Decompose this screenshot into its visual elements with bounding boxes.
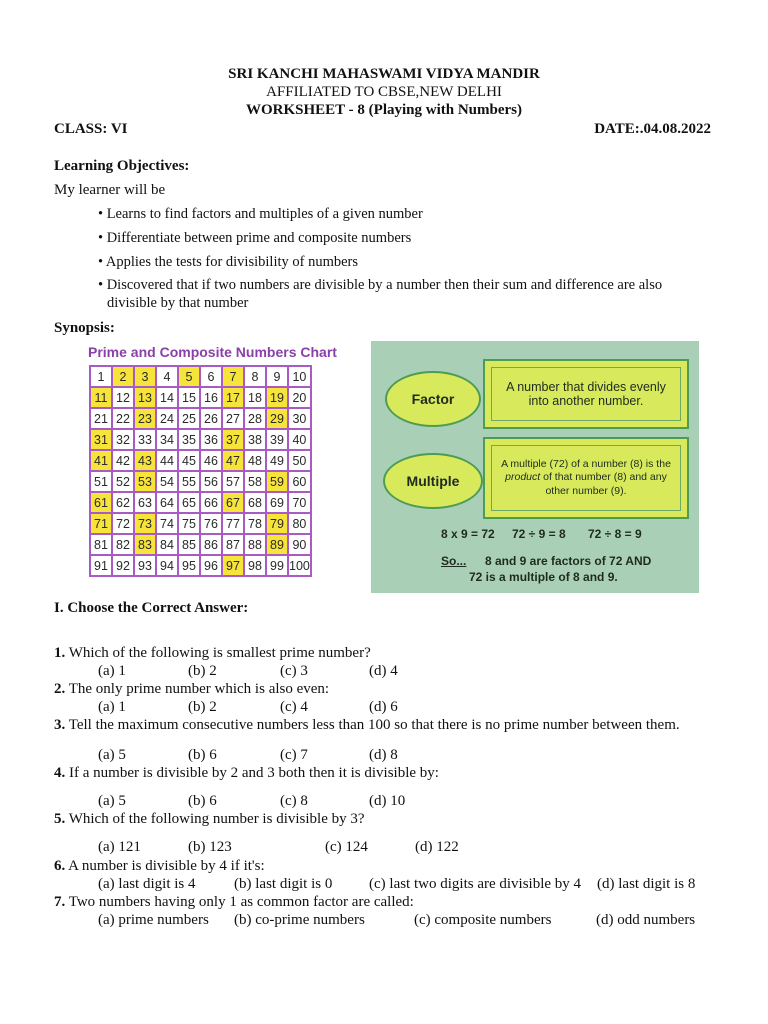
answer-option: (d) last digit is 8 [597, 876, 696, 892]
answer-option: (b) 6 [188, 793, 217, 809]
answer-option: (a) 1 [98, 663, 126, 679]
number-cell: 96 [200, 555, 222, 576]
question-body: Which of the following number is divisible by 3? [65, 811, 365, 827]
number-cell: 100 [288, 555, 311, 576]
number-cell: 40 [288, 429, 311, 450]
number-cell: 6 [200, 366, 222, 387]
factor-definition: A number that divides evenly into another number. [491, 367, 681, 421]
question-text [54, 645, 371, 662]
multiple-def-emphasis: product [505, 471, 541, 484]
prime-cell: 83 [134, 534, 156, 555]
number-cell: 68 [244, 492, 266, 513]
prime-cell: 37 [222, 429, 244, 450]
number-cell: 77 [222, 513, 244, 534]
question-number: 4. [54, 765, 66, 781]
equation-1: 8 x 9 = 72 [441, 527, 495, 541]
multiple-def-part: of that number (8) and any other number (9). [540, 471, 667, 497]
number-cell: 35 [178, 429, 200, 450]
chart-row [90, 408, 311, 429]
number-cell: 48 [244, 450, 266, 471]
number-cell: 70 [288, 492, 311, 513]
chart-title: Prime and Composite Numbers Chart [88, 344, 337, 360]
answer-option: (a) 121 [98, 839, 141, 855]
number-cell: 8 [244, 366, 266, 387]
number-cell: 44 [156, 450, 178, 471]
number-cell: 69 [266, 492, 288, 513]
number-cell: 94 [156, 555, 178, 576]
prime-cell: 2 [112, 366, 134, 387]
so-label: So... [441, 554, 467, 568]
number-cell: 42 [112, 450, 134, 471]
number-cell: 16 [200, 387, 222, 408]
question-number: 2. [54, 681, 66, 697]
question-text [54, 811, 365, 828]
prime-cell: 97 [222, 555, 244, 576]
prime-cell: 19 [266, 387, 288, 408]
answer-option: (a) 1 [98, 699, 126, 715]
factor-multiple-panel [371, 341, 699, 593]
number-cell: 99 [266, 555, 288, 576]
number-cell: 81 [90, 534, 112, 555]
multiple-def-part: A multiple (72) of a number (8) is the [501, 458, 671, 471]
question-number: 6. [54, 858, 66, 874]
number-cell: 28 [244, 408, 266, 429]
number-cell: 9 [266, 366, 288, 387]
prime-cell: 7 [222, 366, 244, 387]
prime-cell: 11 [90, 387, 112, 408]
question-text [54, 717, 680, 734]
number-cell: 84 [156, 534, 178, 555]
number-cell: 51 [90, 471, 112, 492]
section-heading: I. Choose the Correct Answer: [54, 600, 249, 616]
number-cell: 45 [178, 450, 200, 471]
prime-cell: 47 [222, 450, 244, 471]
number-cell: 76 [200, 513, 222, 534]
number-cell: 98 [244, 555, 266, 576]
factor-label: Factor [385, 371, 481, 427]
number-cell: 86 [200, 534, 222, 555]
number-cell: 49 [266, 450, 288, 471]
question-text [54, 765, 439, 782]
equation-2: 72 ÷ 9 = 8 [512, 527, 566, 541]
number-cell: 54 [156, 471, 178, 492]
answer-option: (d) 10 [369, 793, 406, 809]
chart-row [90, 471, 311, 492]
answer-option: (b) last digit is 0 [234, 876, 333, 892]
prime-cell: 61 [90, 492, 112, 513]
number-cell: 46 [200, 450, 222, 471]
answer-option: (c) 7 [280, 747, 308, 763]
prime-cell: 71 [90, 513, 112, 534]
prime-cell: 43 [134, 450, 156, 471]
prime-cell: 31 [90, 429, 112, 450]
question-text [54, 894, 414, 911]
prime-cell: 79 [266, 513, 288, 534]
number-cell: 24 [156, 408, 178, 429]
number-cell: 22 [112, 408, 134, 429]
number-cell: 55 [178, 471, 200, 492]
question-body: Which of the following is smallest prime number? [65, 645, 371, 661]
answer-option: (c) composite numbers [414, 912, 552, 928]
objective-item: divisible by that number [107, 295, 249, 311]
number-cell: 39 [266, 429, 288, 450]
question-body: Two numbers having only 1 as common factor are called: [65, 894, 414, 910]
number-cell: 95 [178, 555, 200, 576]
number-cell: 78 [244, 513, 266, 534]
number-cell: 1 [90, 366, 112, 387]
question-body: Tell the maximum consecutive numbers less than 100 so that there is no prime number between them. [65, 717, 680, 733]
number-cell: 65 [178, 492, 200, 513]
answer-option: (a) 5 [98, 793, 126, 809]
conclusion-line-2: 72 is a multiple of 8 and 9. [469, 570, 618, 584]
number-cell: 12 [112, 387, 134, 408]
question-text [54, 858, 265, 875]
question-number: 1. [54, 645, 66, 661]
multiple-definition [491, 445, 681, 511]
answer-option: (d) 8 [369, 747, 398, 763]
number-cell: 33 [134, 429, 156, 450]
objective-item: • Learns to find factors and multiples of a given number [98, 206, 423, 222]
objective-item: • Differentiate between prime and composite numbers [98, 230, 412, 246]
class-label: CLASS: VI [54, 121, 128, 137]
answer-option: (c) 4 [280, 699, 308, 715]
chart-row [90, 492, 311, 513]
number-cell: 66 [200, 492, 222, 513]
affiliation: AFFILIATED TO CBSE,NEW DELHI [266, 84, 502, 100]
number-cell: 85 [178, 534, 200, 555]
number-cell: 62 [112, 492, 134, 513]
chart-row [90, 366, 311, 387]
answer-option: (a) prime numbers [98, 912, 209, 928]
prime-cell: 67 [222, 492, 244, 513]
number-cell: 10 [288, 366, 311, 387]
chart-row [90, 513, 311, 534]
question-number: 5. [54, 811, 66, 827]
number-cell: 15 [178, 387, 200, 408]
question-text [54, 681, 329, 698]
number-cell: 63 [134, 492, 156, 513]
prime-cell: 5 [178, 366, 200, 387]
number-cell: 92 [112, 555, 134, 576]
number-cell: 4 [156, 366, 178, 387]
number-cell: 90 [288, 534, 311, 555]
factor-definition-box [483, 359, 689, 429]
answer-option: (b) 123 [188, 839, 232, 855]
answer-option: (d) 4 [369, 663, 398, 679]
answer-option: (a) 5 [98, 747, 126, 763]
prime-cell: 23 [134, 408, 156, 429]
prime-cell: 73 [134, 513, 156, 534]
objective-item: • Applies the tests for divisibility of numbers [98, 254, 359, 270]
answer-option: (c) 3 [280, 663, 308, 679]
number-cell: 75 [178, 513, 200, 534]
answer-option: (d) 6 [369, 699, 398, 715]
question-body: The only prime number which is also even: [65, 681, 330, 697]
date-label: DATE:.04.08.2022 [594, 121, 711, 137]
number-cell: 30 [288, 408, 311, 429]
number-cell: 14 [156, 387, 178, 408]
number-cell: 34 [156, 429, 178, 450]
number-cell: 72 [112, 513, 134, 534]
number-cell: 93 [134, 555, 156, 576]
prime-cell: 17 [222, 387, 244, 408]
number-cell: 27 [222, 408, 244, 429]
school-name: SRI KANCHI MAHASWAMI VIDYA MANDIR [228, 66, 540, 82]
answer-option: (b) co-prime numbers [234, 912, 365, 928]
number-cell: 52 [112, 471, 134, 492]
number-cell: 88 [244, 534, 266, 555]
prime-cell: 89 [266, 534, 288, 555]
question-number: 7. [54, 894, 66, 910]
chart-row [90, 555, 311, 576]
prime-cell: 29 [266, 408, 288, 429]
number-cell: 82 [112, 534, 134, 555]
number-cell: 74 [156, 513, 178, 534]
number-cell: 20 [288, 387, 311, 408]
chart-row [90, 429, 311, 450]
number-cell: 25 [178, 408, 200, 429]
multiple-definition-box [483, 437, 689, 519]
prime-cell: 41 [90, 450, 112, 471]
answer-option: (d) 122 [415, 839, 459, 855]
multiple-label: Multiple [383, 453, 483, 509]
answer-option: (c) 124 [325, 839, 368, 855]
number-cell: 80 [288, 513, 311, 534]
prime-composite-chart [89, 365, 312, 577]
prime-cell: 59 [266, 471, 288, 492]
worksheet-title: WORKSHEET - 8 (Playing with Numbers) [246, 102, 522, 118]
number-cell: 32 [112, 429, 134, 450]
number-cell: 87 [222, 534, 244, 555]
synopsis-heading: Synopsis: [54, 320, 115, 336]
number-cell: 57 [222, 471, 244, 492]
number-cell: 60 [288, 471, 311, 492]
answer-option: (d) odd numbers [596, 912, 696, 928]
answer-option: (c) 8 [280, 793, 308, 809]
equation-3: 72 ÷ 8 = 9 [588, 527, 642, 541]
objectives-intro: My learner will be [54, 182, 166, 198]
number-cell: 38 [244, 429, 266, 450]
conclusion-line-1: 8 and 9 are factors of 72 AND [485, 554, 652, 568]
chart-row [90, 450, 311, 471]
number-cell: 58 [244, 471, 266, 492]
number-cell: 50 [288, 450, 311, 471]
answer-option: (b) 2 [188, 663, 217, 679]
answer-option: (b) 2 [188, 699, 217, 715]
number-cell: 26 [200, 408, 222, 429]
objective-item: • Discovered that if two numbers are divisible by a number then their sum and difference are also [98, 277, 663, 293]
question-body: If a number is divisible by 2 and 3 both then it is divisible by: [65, 765, 439, 781]
number-cell: 91 [90, 555, 112, 576]
answer-option: (a) last digit is 4 [98, 876, 196, 892]
prime-cell: 3 [134, 366, 156, 387]
question-body: A number is divisible by 4 if it's: [65, 858, 265, 874]
chart-row [90, 534, 311, 555]
number-cell: 36 [200, 429, 222, 450]
question-number: 3. [54, 717, 66, 733]
answer-option: (b) 6 [188, 747, 217, 763]
objectives-heading: Learning Objectives: [54, 158, 190, 174]
chart-row [90, 387, 311, 408]
number-cell: 56 [200, 471, 222, 492]
prime-cell: 53 [134, 471, 156, 492]
number-cell: 21 [90, 408, 112, 429]
number-cell: 18 [244, 387, 266, 408]
answer-option: (c) last two digits are divisible by 4 [369, 876, 582, 892]
prime-cell: 13 [134, 387, 156, 408]
number-cell: 64 [156, 492, 178, 513]
